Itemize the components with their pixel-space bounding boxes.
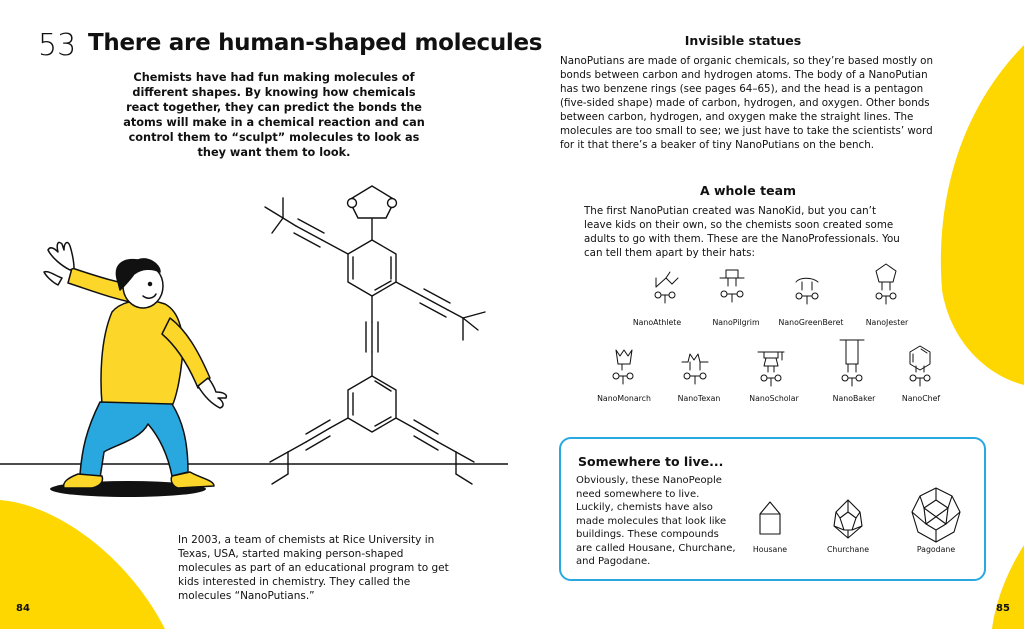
label-nanochef: NanoChef	[901, 394, 941, 403]
page-number-right: 85	[996, 603, 1010, 614]
housane-icon	[760, 502, 780, 534]
chapter-number: 53	[38, 28, 77, 63]
heading-whole-team: A whole team	[699, 183, 797, 198]
churchane-icon	[834, 500, 862, 538]
label-nanoathlete: NanoAthlete	[632, 318, 682, 327]
nanoputians-origin-text: In 2003, a team of chemists at Rice University in Texas, USA, started making person-shaped molecules as part of an educational program to get kids interested in chemistry. They called the molecules “NanoPutians.”	[178, 534, 449, 602]
label-nanogreenberet: NanoGreenBeret	[778, 318, 844, 327]
page-number-left: 84	[16, 603, 30, 614]
label-churchane: Churchane	[826, 545, 870, 554]
label-nanoscholar: NanoScholar	[749, 394, 799, 403]
heading-invisible-statues: Invisible statues	[684, 33, 802, 48]
label-nanopilgrim: NanoPilgrim	[712, 318, 760, 327]
label-nanomonarch: NanoMonarch	[597, 394, 651, 403]
label-pagodane: Pagodane	[916, 545, 956, 554]
label-housane: Housane	[752, 545, 788, 554]
heading-somewhere-to-live: Somewhere to live...	[578, 454, 724, 469]
intro-text: Chemists have had fun making molecules of different shapes. By knowing how chemicals react together, they can predict the bonds the atoms will make in a chemical reaction and can control them to “sculpt” molecules to look as they want them to look.	[123, 71, 425, 159]
somewhere-to-live-text: Obviously, these NanoPeople need somewhere to live. Luckily, chemists have also made molecules that look like buildings. These compounds are called Housane, Churchane, and Pagodane.	[576, 475, 736, 567]
label-nanotexan: NanoTexan	[677, 394, 721, 403]
whole-team-text: The first NanoPutian created was NanoKid, but you can’t leave kids on their own, so the chemists soon created some adults to go with them. These are the NanoProfessionals. You can tell them apart by their hats:	[584, 205, 900, 259]
page-title: There are human-shaped molecules	[88, 30, 543, 56]
pagodane-icon	[912, 488, 960, 542]
label-nanobaker: NanoBaker	[832, 394, 876, 403]
invisible-statues-text: NanoPutians are made of organic chemicals, so they’re based mostly on bonds between carbon and hydrogen atoms. The body of a NanoPutian has two benzene rings (see pages 64–65), and the head is a pentagon (five-sided shape) made of carbon, hydrogen, and oxygen. Other bonds between carbon, hydrogen, and oxygen make the straight lines. The molecules are too small to see; we just have to take the scientists’ word for it that there’s a beaker of tiny NanoPutians on the bench.	[560, 55, 934, 151]
label-nanojester: NanoJester	[865, 318, 909, 327]
